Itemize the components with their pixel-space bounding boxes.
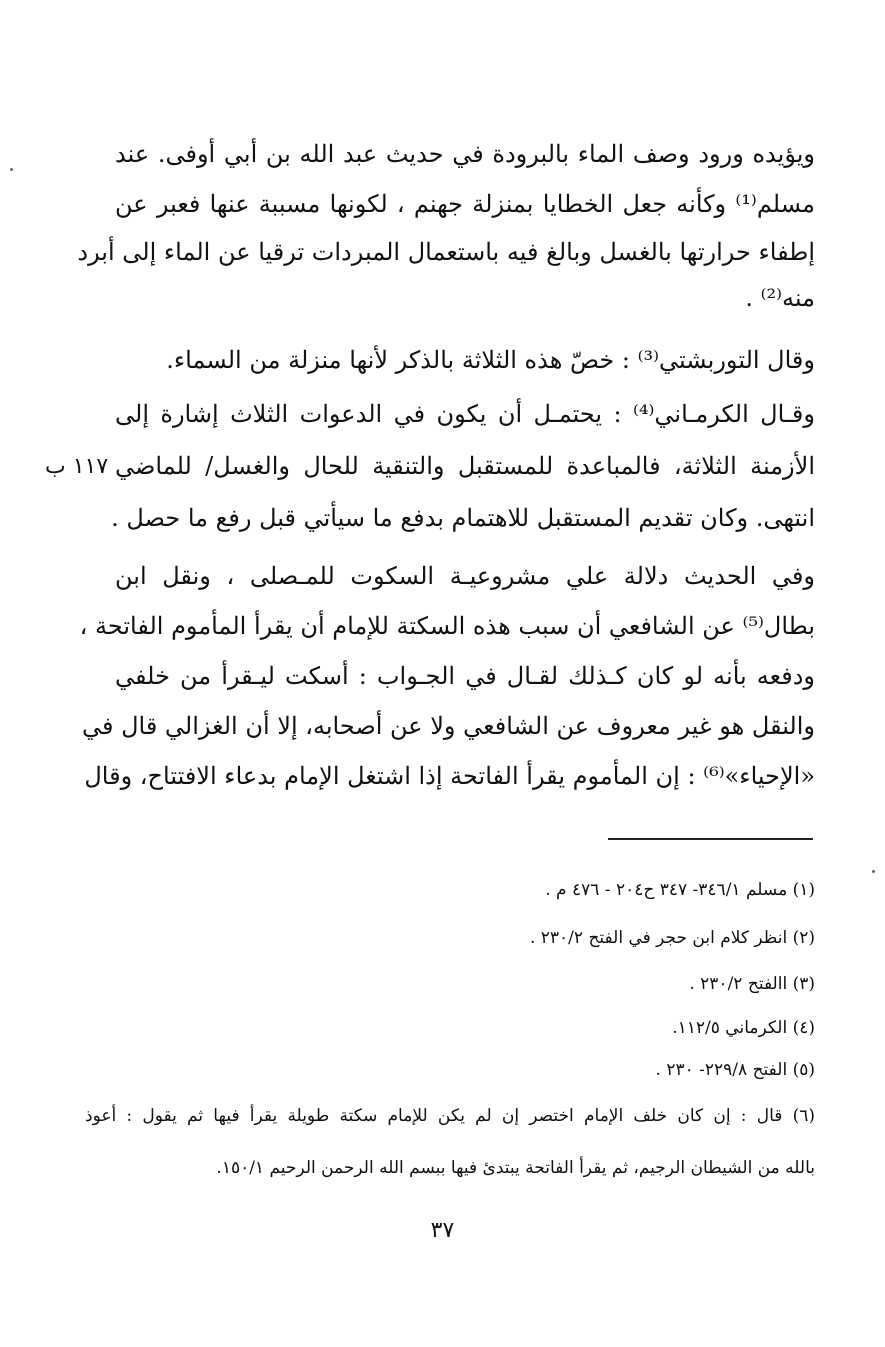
page-number: ٣٧: [430, 1218, 455, 1243]
body-line-9: وفي الحديث دلالة علي مشروعيـة السكوت للمـصلى ، ونقل ابن: [115, 562, 816, 590]
body-line-10: بطال⁽⁵⁾ عن الشافعي أن سبب هذه السكتة للإمام أن يقرأ المأموم الفاتحة ،: [79, 612, 815, 640]
margin-folio-note: ١١٧ ب: [45, 454, 109, 479]
footnote-3: (٣) االفتح ٢٣٠/٢ .: [689, 974, 815, 994]
body-line-3: إطفاء حرارتها بالغسل وبالغ فيه باستعمال المبردات ترقيا عن الماء إلى أبرد: [77, 238, 815, 266]
body-line-2: مسلم⁽¹⁾ وكأنه جعل الخطايا بمنزلة جهنم ، لكونها مسببة عنها فعبر عن: [115, 190, 815, 218]
footnote-4: (٤) الكرماني ١١٢/٥.: [672, 1018, 815, 1038]
body-line-7: الأزمنة الثلاثة، فالمباعدة للمستقبل والتنقية للحال والغسل/ للماضي: [115, 452, 815, 480]
body-line-13: «الإحياء»⁽⁶⁾ : إن المأموم يقرأ الفاتحة إذا اشتغل الإمام بدعاء الافتتاح، وقال: [84, 762, 815, 790]
body-line-12: والنقل هو غير معروف عن الشافعي ولا عن أصحابه، إلا أن الغزالي قال في: [81, 712, 815, 740]
body-line-11: ودفعه بأنه لو كان كـذلك لقـال في الجـواب : أسكت ليـقرأ من خلفي: [115, 662, 815, 690]
scan-speck: [872, 870, 875, 873]
footnote-6-line-1: (٦) قال : إن كان خلف الإمام اختصر إن لم يكن للإمام سكتة طويلة يقرأ فيها ثم يقول : أعوذ: [85, 1106, 815, 1126]
footnote-5: (٥) الفتح ٢٢٩/٨- ٢٣٠ .: [655, 1060, 815, 1080]
body-line-8: انتهى. وكان تقديم المستقبل للاهتمام بدفع ما سيأتي قبل رفع ما حصل .: [111, 504, 815, 532]
footnote-1: (١) مسلم ٣٤٦/١- ٣٤٧ ح٢٠٤ - ٤٧٦ م .: [545, 880, 815, 900]
footnote-6-line-2: بالله من الشيطان الرجيم، ثم يقرأ الفاتحة يبتدئ فيها ببسم الله الرحمن الرحيم ١٥٠/١.: [216, 1158, 815, 1178]
footnote-separator: [608, 838, 813, 840]
body-line-1: ويؤيده ورود وصف الماء بالبرودة في حديث عبد الله بن أبي أوفى. عند: [115, 140, 815, 168]
body-line-6: وقـال الكرمـاني⁽⁴⁾ : يحتمـل أن يكون في الدعوات الثلاث إشارة إلى: [115, 400, 815, 428]
footnote-2: (٢) انظر كلام ابن حجر في الفتح ٢٣٠/٢ .: [529, 928, 815, 948]
body-line-4: منه⁽²⁾ .: [745, 284, 815, 312]
scan-speck: [10, 168, 13, 171]
body-line-5: وقال التوربشتي⁽³⁾ : خصّ هذه الثلاثة بالذكر لأنها منزلة من السماء.: [166, 346, 815, 374]
